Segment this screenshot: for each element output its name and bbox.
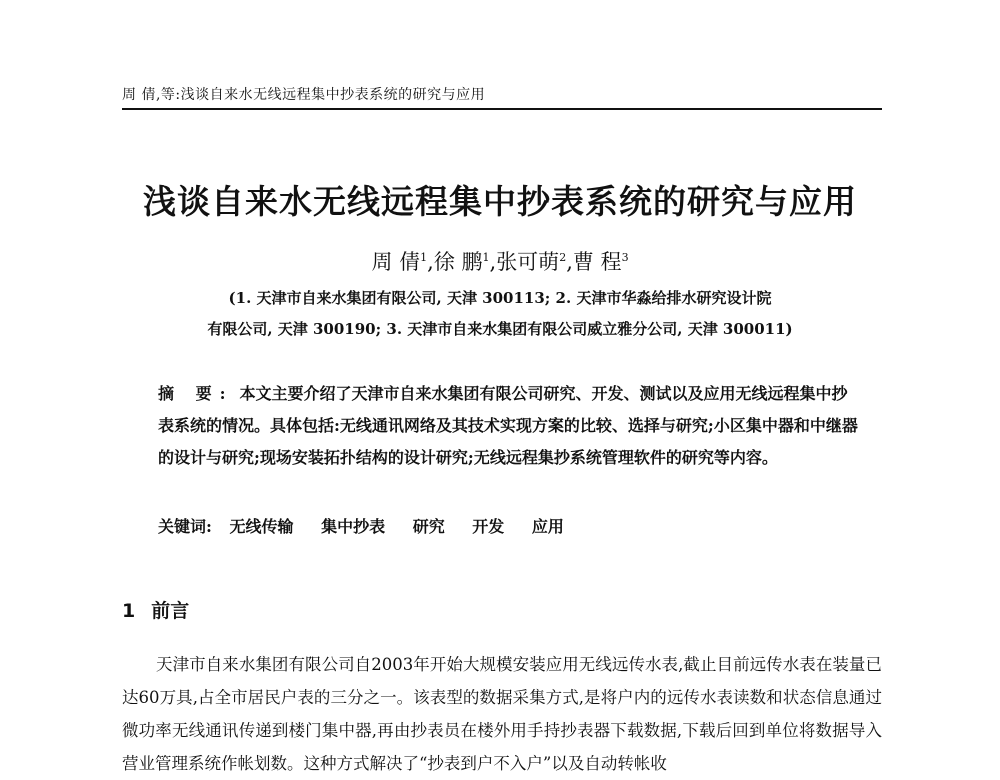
paper-title: 浅谈自来水无线远程集中抄表系统的研究与应用: [143, 182, 857, 221]
author-3: 张可萌$^2$: [496, 250, 567, 274]
section-title: 前言: [151, 600, 190, 622]
abstract-label: 摘 要:: [158, 384, 234, 403]
affiliation-line-2: 有限公司, 天津 300190; 3. 天津市自来水集团有限公司威立雅分公司, 天津 300011): [207, 320, 793, 338]
abstract: [158, 378, 858, 474]
section-number: 1: [122, 600, 136, 622]
abstract-text: 本文主要介绍了天津市自来水集团有限公司研究、开发、测试以及应用无线远程集中抄表系统的情况。具体包括:无线通讯网络及其技术实现方案的比较、选择与研究;小区集中器和中继器的设计与研究;现场安装拓扑结构的设计研究;无线远程集抄系统管理软件的研究等内容。: [158, 384, 858, 467]
header-rule: [122, 108, 882, 110]
keyword: 开发: [472, 517, 505, 536]
keyword: 集中抄表: [321, 517, 386, 536]
author-list: 周 倩$^1$,徐 鹏$^1$,张可萌$^2$,曹 程$^3$: [371, 250, 629, 274]
body-paragraph: [122, 648, 882, 780]
body-paragraph-text: 天津市自来水集团有限公司自2003年开始大规模安装应用无线远传水表,截止目前远传水表在装量已达60万具,占全市居民户表的三分之一。该表型的数据采集方式,是将户内的远传水表读数和状态信息通过微功率无线通讯传递到楼门集中器,再由抄表员在楼外用手持抄表器下载数据,下载后回到单位将数据导入营业管理系统作帐划数。这种方式解决了“抄表到户不入户”以及自动转帐收: [122, 655, 882, 773]
keyword: 研究: [412, 517, 445, 536]
author-2: 徐 鹏$^1$: [433, 250, 490, 274]
author-4: 曹 程$^3$: [572, 250, 629, 274]
keyword: 应用: [531, 517, 564, 536]
keyword: 无线传输: [229, 517, 294, 536]
author-1: 周 倩$^1$: [371, 250, 428, 274]
affiliation-line-1: (1. 天津市自来水集团有限公司, 天津 300113; 2. 天津市华淼给排水研究设计院: [228, 289, 772, 307]
keywords: [158, 514, 858, 537]
running-header: 周 倩,等:浅谈自来水无线远程集中抄表系统的研究与应用: [122, 87, 486, 103]
keywords-label: 关键词:: [158, 517, 212, 536]
section-heading: [122, 596, 189, 623]
